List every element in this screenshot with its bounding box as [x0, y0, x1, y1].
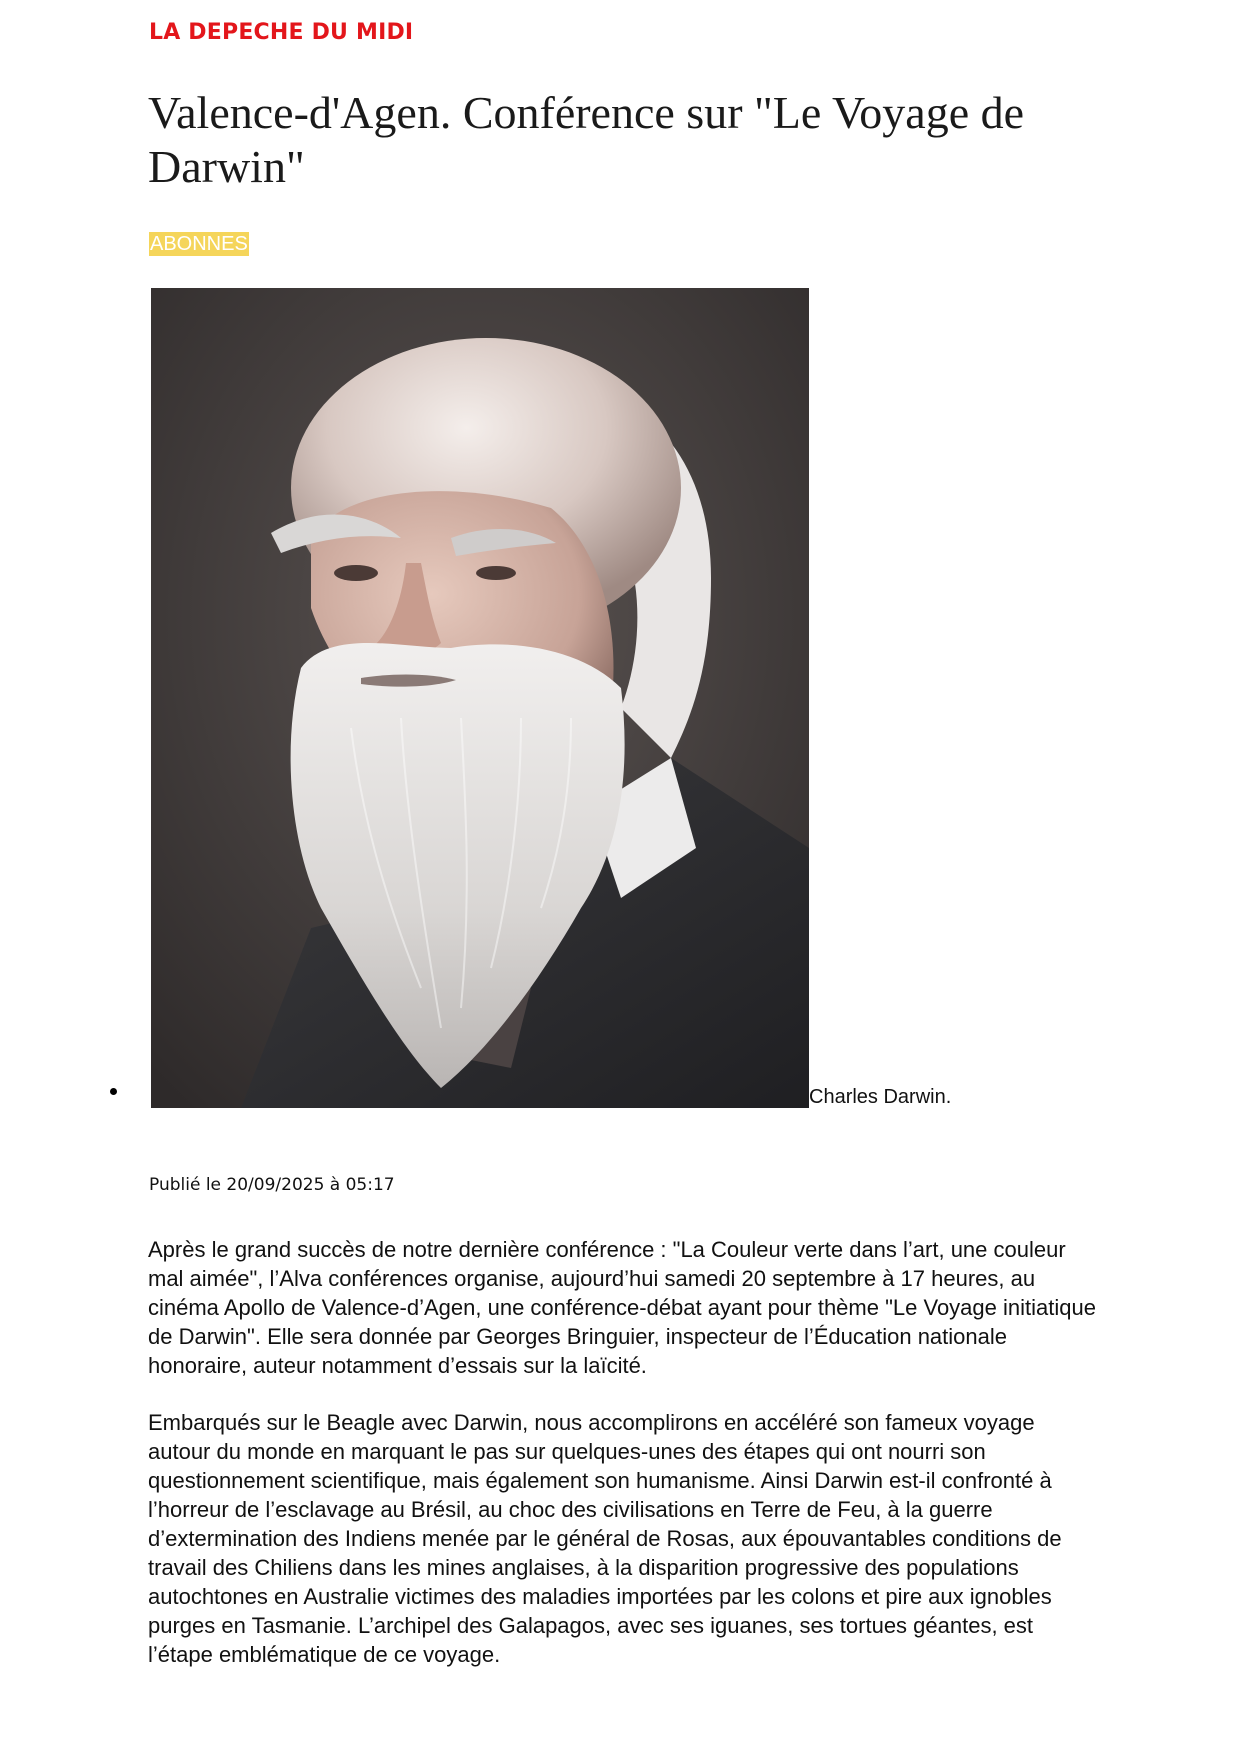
subscribers-badge: ABONNES: [150, 233, 248, 255]
publication-name: LA DEPECHE DU MIDI: [149, 20, 414, 45]
bullet-icon: [110, 1088, 117, 1095]
photo-caption: Charles Darwin.: [809, 1086, 952, 1108]
body-paragraph: Après le grand succès de notre dernière conférence : "La Couleur verte dans l’art, une couleur mal aimée", l’Alva conférences organise, aujourd’hui samedi 20 septembre à 17 heures, au cinéma Apollo de Valence-d’Agen, une conférence-débat ayant pour thème "Le Voyage initiatique de Darwin". Elle sera donnée par Georges Bringuier, inspecteur de l’Éducation nationale honoraire, auteur notamment d’essais sur la laïcité.: [148, 1237, 1096, 1378]
article-body: [148, 1235, 1098, 1697]
publication-date: Publié le 20/09/2025 à 05:17: [149, 1175, 395, 1195]
body-paragraph: Embarqués sur le Beagle avec Darwin, nous accomplirons en accéléré son fameux voyage autour du monde en marquant le pas sur quelques-unes des étapes qui ont nourri son questionnement scientifique, mais également son humanisme. Ainsi Darwin est-il confronté à l’horreur de l’esclavage au Brésil, au choc des civilisations en Terre de Feu, à la guerre d’extermination des Indiens menée par le général de Rosas, aux épouvantables conditions de travail des Chiliens dans les mines anglaises, à la disparition progressive des populations autochtones en Australie victimes des maladies importées par les colons et pire aux ignobles purges en Tasmanie. L’archipel des Galapagos, avec ses iguanes, ses tortues géantes, est l’étape emblématique de ce voyage.: [148, 1410, 1062, 1667]
article-headline: Valence-d'Agen. Conférence sur "Le Voyage de Darwin": [148, 87, 1025, 192]
portrait-photo: [151, 288, 809, 1108]
